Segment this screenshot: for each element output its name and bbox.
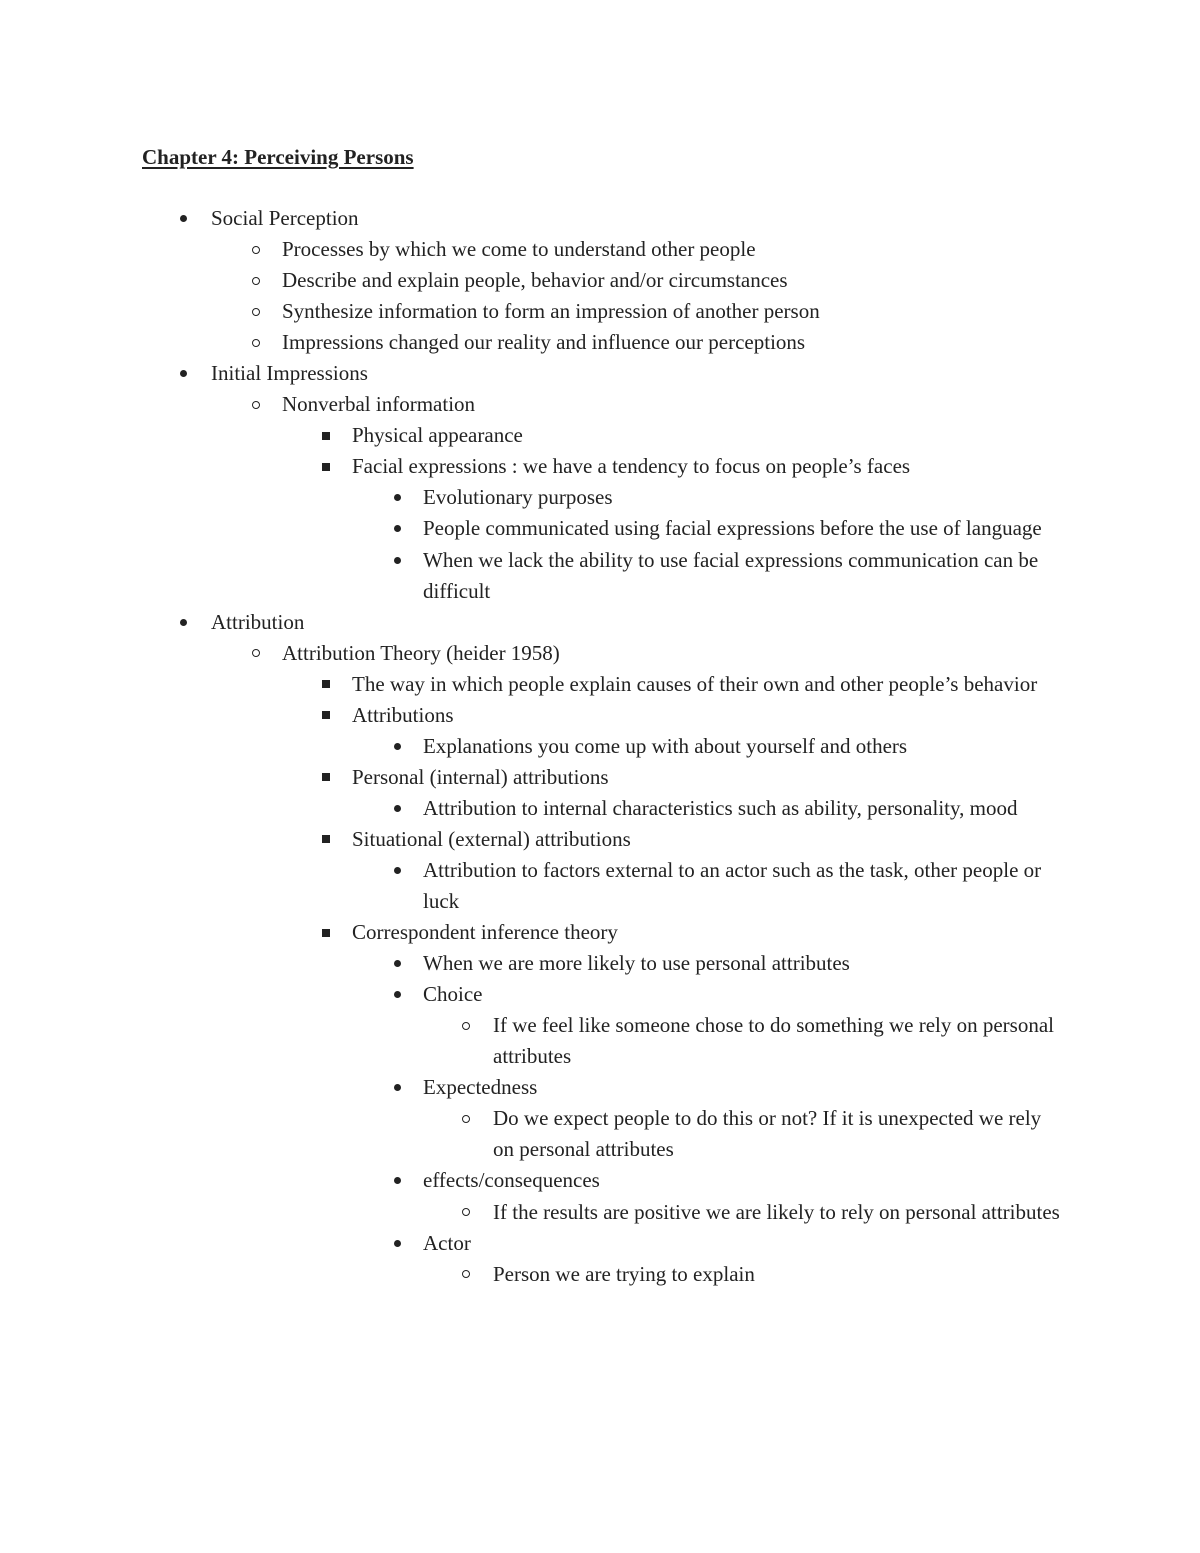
list-item-text: Social Perception — [211, 206, 359, 230]
list-item — [0, 420, 1061, 451]
list-item — [0, 638, 1061, 669]
disc-bullet-icon — [387, 1165, 407, 1196]
list-item-text: People communicated using facial expressions before the use of language — [423, 516, 1042, 541]
list-item — [0, 979, 1061, 1010]
list-item-text: Attribution to internal characteristics such as ability, personality, mood — [423, 795, 1018, 820]
outline-list — [0, 203, 1200, 1290]
list-item-text: If the results are positive we are likely to rely on personal attributes — [493, 1199, 1060, 1224]
disc-bullet-icon — [387, 793, 407, 824]
list-item-text: Describe and explain people, behavior and/or circumstances — [282, 268, 788, 293]
disc-bullet-icon — [387, 948, 407, 979]
disc-bullet-icon — [387, 513, 407, 544]
square-bullet-icon — [316, 669, 336, 700]
list-item — [0, 793, 1061, 824]
list-item-text: Facial expressions : we have a tendency to focus on people’s faces — [352, 454, 911, 479]
list-item-text: Physical appearance — [352, 423, 523, 448]
disc-bullet-icon — [387, 1072, 407, 1103]
list-item — [0, 1103, 1061, 1165]
list-item — [0, 389, 1061, 420]
list-item-text: When we are more likely to use personal attributes — [423, 951, 850, 976]
list-item — [0, 700, 1061, 731]
list-item-text: Nonverbal information — [282, 392, 476, 417]
list-item-text: Initial Impressions — [211, 361, 368, 386]
circle-bullet-icon — [246, 234, 266, 265]
list-item — [0, 948, 1061, 979]
square-bullet-icon — [316, 700, 336, 731]
list-item — [0, 234, 1061, 265]
list-item — [0, 1259, 1061, 1290]
list-item-text: Choice — [423, 982, 483, 1007]
list-item — [0, 296, 1061, 327]
list-item — [0, 607, 1061, 638]
disc-bullet-icon — [387, 1228, 407, 1259]
list-item-text: Expectedness — [423, 1075, 538, 1100]
list-item-text: Attribution Theory (heider 1958) — [282, 640, 560, 665]
list-item — [0, 513, 1061, 544]
circle-bullet-icon — [456, 1259, 476, 1290]
list-item — [0, 451, 1061, 482]
list-item — [0, 855, 1061, 917]
disc-bullet-icon — [387, 855, 407, 886]
list-item — [0, 358, 1061, 389]
list-item-text: Evolutionary purposes — [423, 485, 613, 510]
list-item-text: Correspondent inference theory — [352, 920, 618, 945]
disc-bullet-icon — [173, 203, 193, 234]
list-item-text: When we lack the ability to use facial expressions communication can be difficult — [423, 547, 1039, 603]
list-item — [0, 203, 1061, 234]
list-item — [0, 731, 1061, 762]
circle-bullet-icon — [456, 1103, 476, 1134]
list-item — [0, 762, 1061, 793]
disc-bullet-icon — [387, 979, 407, 1010]
list-item-text: effects/consequences — [423, 1168, 600, 1193]
disc-bullet-icon — [173, 358, 193, 389]
square-bullet-icon — [316, 917, 336, 948]
list-item — [0, 1072, 1061, 1103]
list-item-text: Situational (external) attributions — [352, 826, 631, 851]
list-item-text: Actor — [423, 1230, 471, 1255]
list-item-text: Attribution to factors external to an actor such as the task, other people or luck — [423, 857, 1042, 914]
list-item — [0, 1197, 1061, 1228]
list-item-text: The way in which people explain causes of their own and other people’s behavior — [352, 671, 1038, 696]
list-item — [0, 545, 1061, 607]
disc-bullet-icon — [387, 731, 407, 762]
list-item-text: Synthesize information to form an impression of another person — [282, 299, 820, 324]
list-item — [0, 1165, 1061, 1196]
list-item-text: If we feel like someone chose to do something we rely on personal attributes — [493, 1013, 1055, 1069]
page-title: Chapter 4: Perceiving Persons — [142, 145, 414, 169]
disc-bullet-icon — [387, 545, 407, 576]
list-item-text: Personal (internal) attributions — [352, 764, 609, 789]
list-item — [0, 1228, 1061, 1259]
list-item — [0, 917, 1061, 948]
list-item — [0, 482, 1061, 513]
circle-bullet-icon — [246, 265, 266, 296]
list-item-text: Explanations you come up with about yourself and others — [423, 733, 908, 758]
disc-bullet-icon — [173, 607, 193, 638]
list-item — [0, 327, 1061, 358]
list-item-text: Do we expect people to do this or not? If it is unexpected we rely on personal attributes — [493, 1106, 1042, 1162]
list-item-text: Attribution — [211, 609, 305, 634]
list-item-text: Processes by which we come to understand other people — [282, 237, 756, 262]
list-item — [0, 265, 1061, 296]
square-bullet-icon — [316, 451, 336, 482]
circle-bullet-icon — [246, 327, 266, 358]
list-item — [0, 1010, 1061, 1072]
list-item-text: Person we are trying to explain — [493, 1261, 755, 1286]
list-item-text: Impressions changed our reality and influence our perceptions — [282, 330, 806, 355]
list-item-text: Attributions — [352, 702, 454, 727]
square-bullet-icon — [316, 420, 336, 451]
list-item — [0, 669, 1061, 700]
circle-bullet-icon — [456, 1010, 476, 1041]
square-bullet-icon — [316, 762, 336, 793]
circle-bullet-icon — [246, 296, 266, 327]
disc-bullet-icon — [387, 482, 407, 513]
circle-bullet-icon — [246, 389, 266, 420]
circle-bullet-icon — [246, 638, 266, 669]
list-item — [0, 824, 1061, 855]
circle-bullet-icon — [456, 1197, 476, 1228]
square-bullet-icon — [316, 824, 336, 855]
